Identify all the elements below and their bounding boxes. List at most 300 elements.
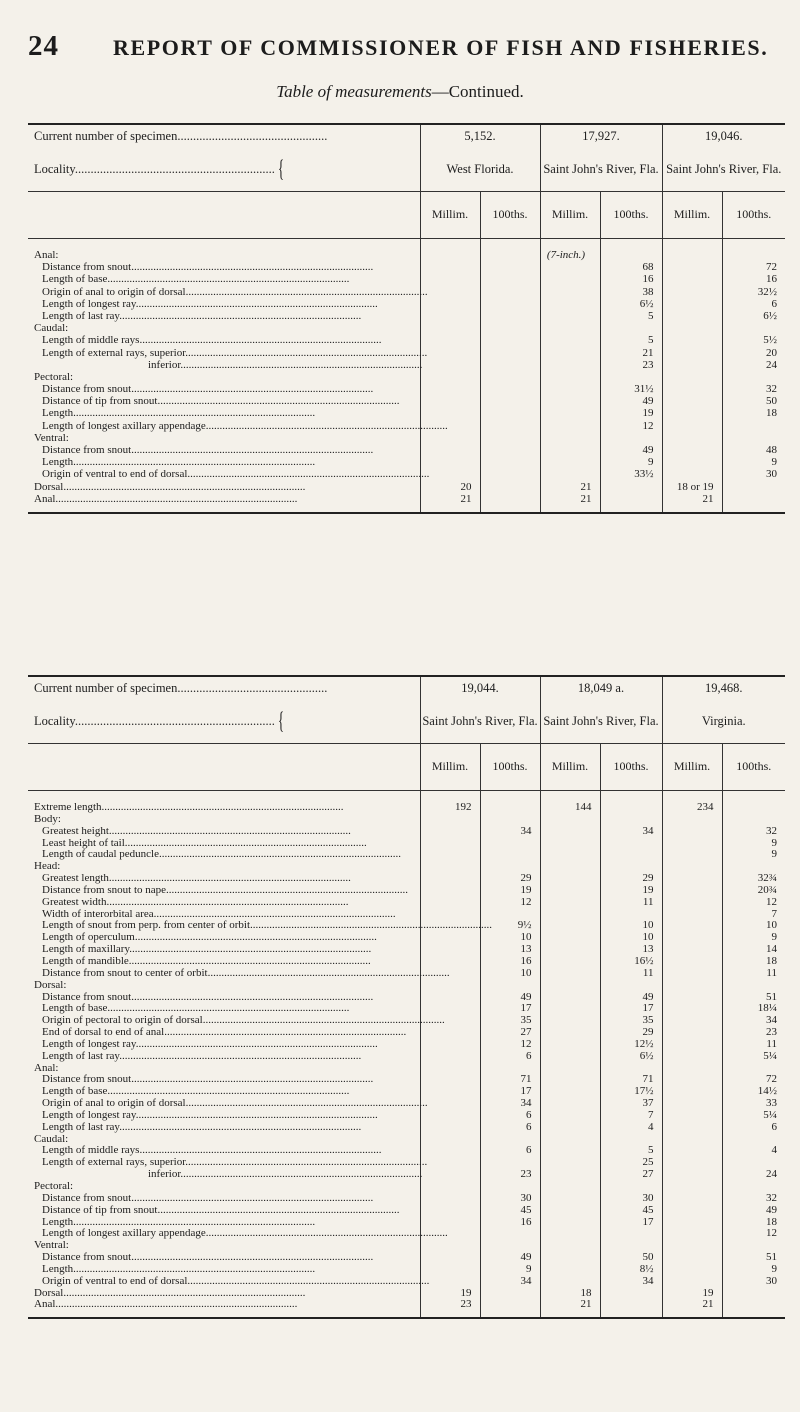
cell-value xyxy=(722,814,785,826)
table-row xyxy=(28,421,785,433)
cell-value xyxy=(420,1051,480,1063)
cell-value: 49 xyxy=(600,396,662,408)
row-label: Greatest width........................................................................................ xyxy=(42,895,349,908)
cell-value xyxy=(722,1299,785,1311)
cell-value xyxy=(540,1193,600,1205)
cell-value xyxy=(540,384,600,396)
cell-value xyxy=(662,885,722,897)
cell-value: 72 xyxy=(722,1074,785,1086)
cell-value: 9 xyxy=(722,1264,785,1276)
cell-value xyxy=(540,956,600,968)
cell-value xyxy=(420,384,480,396)
cell-value xyxy=(540,457,600,469)
locality-value: Saint John's River, Fla. xyxy=(420,699,540,743)
cell-value xyxy=(600,1299,662,1311)
row-label: Caudal: xyxy=(34,322,69,335)
cell-value xyxy=(662,384,722,396)
unit-header: 100ths. xyxy=(480,743,540,790)
cell-value xyxy=(662,1264,722,1276)
row-label: Origin of pectoral to origin of dorsal........................................................................................ xyxy=(42,1014,445,1027)
cell-value: 49 xyxy=(600,445,662,457)
row-label: Origin of anal to origin of dorsal........................................................................................ xyxy=(42,1097,428,1110)
cell-value xyxy=(540,968,600,980)
cell-value: 6½ xyxy=(600,1051,662,1063)
row-label: Origin of ventral to end of dorsal........................................................................................ xyxy=(42,1274,430,1287)
current-number-label: Current number of specimen................................................ xyxy=(34,681,328,695)
cell-value xyxy=(662,956,722,968)
cell-value xyxy=(540,1098,600,1110)
cell-value: 35 xyxy=(600,1015,662,1027)
row-label: Anal: xyxy=(34,1061,59,1074)
cell-value xyxy=(480,287,540,299)
cell-value xyxy=(480,262,540,274)
cell-value: 71 xyxy=(480,1074,540,1086)
cell-value xyxy=(540,1003,600,1015)
cell-value: 23 xyxy=(600,360,662,372)
cell-value: 11 xyxy=(722,1039,785,1051)
cell-value xyxy=(662,980,722,992)
cell-value xyxy=(662,1039,722,1051)
cell-value: 30 xyxy=(722,469,785,481)
cell-value xyxy=(600,814,662,826)
cell-value xyxy=(662,421,722,433)
cell-value: 6 xyxy=(722,299,785,311)
cell-value xyxy=(662,932,722,944)
cell-value xyxy=(540,360,600,372)
cell-value xyxy=(480,311,540,323)
cell-value xyxy=(540,814,600,826)
cell-value: 23 xyxy=(722,1027,785,1039)
cell-value: 6 xyxy=(480,1145,540,1157)
cell-value: 18 xyxy=(722,1217,785,1229)
cell-value: 34 xyxy=(480,826,540,838)
cell-value xyxy=(722,494,785,506)
cell-value: 9 xyxy=(722,932,785,944)
cell-value xyxy=(662,849,722,861)
cell-value: 16 xyxy=(480,956,540,968)
cell-value xyxy=(480,469,540,481)
cell-value: 11 xyxy=(722,968,785,980)
cell-value: 12 xyxy=(480,1039,540,1051)
cell-value xyxy=(420,311,480,323)
cell-value xyxy=(540,433,600,445)
row-label: Pectoral: xyxy=(34,370,74,383)
cell-value: 27 xyxy=(600,1169,662,1181)
cell-value xyxy=(540,372,600,384)
cell-value xyxy=(662,348,722,360)
cell-value xyxy=(420,433,480,445)
cell-value xyxy=(662,1252,722,1264)
cell-value: 13 xyxy=(480,944,540,956)
cell-value xyxy=(540,1134,600,1146)
cell-value: 29 xyxy=(480,873,540,885)
cell-value xyxy=(540,838,600,850)
cell-value xyxy=(540,1063,600,1075)
cell-value: 144 xyxy=(540,802,600,814)
cell-value xyxy=(722,980,785,992)
cell-value xyxy=(540,861,600,873)
table-row xyxy=(28,494,785,506)
cell-value xyxy=(540,299,600,311)
cell-value xyxy=(420,287,480,299)
cell-value xyxy=(662,1181,722,1193)
cell-value xyxy=(420,1205,480,1217)
cell-value: 51 xyxy=(722,992,785,1004)
row-label: Distance from snout........................................................................................ xyxy=(42,1073,374,1086)
cell-value xyxy=(420,838,480,850)
cell-value xyxy=(540,932,600,944)
caption-rest: —Continued. xyxy=(431,82,524,101)
cell-value: 18 or 19 xyxy=(662,482,722,494)
cell-value: 19 xyxy=(662,1288,722,1300)
cell-value xyxy=(480,980,540,992)
running-head: REPORT OF COMMISSIONER OF FISH AND FISHERIES. xyxy=(113,35,769,60)
row-label: Distance from snout........................................................................................ xyxy=(42,444,374,456)
cell-value xyxy=(420,861,480,873)
table-row xyxy=(28,802,785,814)
cell-value xyxy=(540,311,600,323)
cell-value xyxy=(540,1276,600,1288)
specimen-number: 19,044. xyxy=(420,677,540,699)
row-label: Dorsal........................................................................................ xyxy=(34,480,306,493)
unit-header: Millim. xyxy=(420,743,480,790)
cell-value: 14 xyxy=(722,944,785,956)
row-label: Length of operculum........................................................................................ xyxy=(42,931,377,944)
cell-value: 21 xyxy=(662,1299,722,1311)
cell-value xyxy=(420,1181,480,1193)
cell-value: 30 xyxy=(722,1276,785,1288)
locality-value: Virginia. xyxy=(662,699,785,743)
cell-value: 12½ xyxy=(600,1039,662,1051)
cell-value xyxy=(540,250,600,262)
cell-value xyxy=(600,849,662,861)
cell-value: 72 xyxy=(722,262,785,274)
cell-value xyxy=(480,250,540,262)
cell-value xyxy=(662,445,722,457)
cell-value xyxy=(662,920,722,932)
cell-value: 33 xyxy=(722,1098,785,1110)
cell-value xyxy=(420,932,480,944)
cell-value xyxy=(662,1157,722,1169)
cell-value xyxy=(662,897,722,909)
row-label: Dorsal: xyxy=(34,978,67,991)
cell-value xyxy=(480,1299,540,1311)
cell-value xyxy=(600,838,662,850)
cell-value: 30 xyxy=(600,1193,662,1205)
row-label: Origin of ventral to end of dorsal........................................................................................ xyxy=(42,468,430,481)
cell-value: 21 xyxy=(540,1299,600,1311)
cell-value xyxy=(600,980,662,992)
unit-row-blank xyxy=(28,191,420,238)
cell-value xyxy=(420,873,480,885)
cell-value xyxy=(662,1134,722,1146)
cell-value: 49 xyxy=(480,992,540,1004)
cell-value xyxy=(662,1193,722,1205)
cell-value xyxy=(540,408,600,420)
row-label: Distance from snout........................................................................................ xyxy=(42,1191,374,1204)
cell-value: 11 xyxy=(600,897,662,909)
cell-value: 192 xyxy=(420,802,480,814)
cell-value xyxy=(662,838,722,850)
cell-value xyxy=(480,384,540,396)
row-label: Length........................................................................................ xyxy=(42,407,316,420)
cell-value xyxy=(662,1240,722,1252)
cell-value xyxy=(662,944,722,956)
table-row xyxy=(28,849,785,861)
row-label: Length........................................................................................ xyxy=(42,1215,316,1228)
cell-value xyxy=(540,885,600,897)
cell-value xyxy=(662,873,722,885)
cell-value: 18 xyxy=(722,956,785,968)
cell-value: 21 xyxy=(540,494,600,506)
cell-value xyxy=(662,396,722,408)
row-label: Length of longest axillary appendage........................................................................................ xyxy=(42,419,448,432)
cell-value xyxy=(480,396,540,408)
cell-value xyxy=(540,1027,600,1039)
cell-value: 6½ xyxy=(600,299,662,311)
cell-value: 14½ xyxy=(722,1086,785,1098)
cell-value xyxy=(420,1134,480,1146)
cell-value: 6 xyxy=(722,1122,785,1134)
cell-value: 17 xyxy=(600,1217,662,1229)
cell-value xyxy=(540,1086,600,1098)
row-label: inferior........................................................................................ xyxy=(148,358,423,371)
cell-value xyxy=(540,1157,600,1169)
cell-value: 5 xyxy=(600,1145,662,1157)
cell-value xyxy=(540,421,600,433)
row-label: inferior........................................................................................ xyxy=(148,1168,423,1181)
row-label: Length........................................................................................ xyxy=(42,456,316,469)
locality-label: Locality................................................................ { xyxy=(34,153,285,183)
unit-header: 100ths. xyxy=(480,191,540,238)
cell-value xyxy=(662,287,722,299)
row-label: Distance of tip from snout........................................................................................ xyxy=(42,1203,400,1216)
cell-value xyxy=(540,469,600,481)
cell-value xyxy=(662,1169,722,1181)
cell-value xyxy=(480,457,540,469)
cell-value: 6 xyxy=(480,1051,540,1063)
cell-value xyxy=(540,1015,600,1027)
unit-header: Millim. xyxy=(662,191,722,238)
unit-header: 100ths. xyxy=(600,191,662,238)
row-label: Anal: xyxy=(34,249,59,261)
cell-value: 10 xyxy=(480,932,540,944)
cell-value xyxy=(480,421,540,433)
cell-value: 6 xyxy=(480,1122,540,1134)
cell-value xyxy=(420,1027,480,1039)
cell-value xyxy=(662,1110,722,1122)
unit-header: 100ths. xyxy=(600,743,662,790)
cell-value: 16 xyxy=(480,1217,540,1229)
cell-value xyxy=(540,445,600,457)
cell-value xyxy=(540,1228,600,1240)
cell-value: 29 xyxy=(600,873,662,885)
cell-value: 18¼ xyxy=(722,1003,785,1015)
cell-value xyxy=(420,1074,480,1086)
row-label: Length of longest ray........................................................................................ xyxy=(42,1108,378,1121)
row-label: Caudal: xyxy=(34,1132,69,1145)
cell-value: 50 xyxy=(722,396,785,408)
cell-value xyxy=(540,335,600,347)
cell-value: 16 xyxy=(722,274,785,286)
cell-value xyxy=(540,1252,600,1264)
row-label: Greatest length........................................................................................ xyxy=(42,872,351,885)
row-label: Length of last ray........................................................................................ xyxy=(42,1120,362,1133)
cell-value xyxy=(420,262,480,274)
cell-value: 12 xyxy=(722,897,785,909)
cell-value: 4 xyxy=(600,1122,662,1134)
table-caption xyxy=(0,82,800,102)
cell-value: 9 xyxy=(722,457,785,469)
cell-value: 6 xyxy=(480,1110,540,1122)
cell-value: 21 xyxy=(420,494,480,506)
cell-value xyxy=(540,1240,600,1252)
unit-header: Millim. xyxy=(662,743,722,790)
cell-value xyxy=(662,1217,722,1229)
cell-value xyxy=(662,1098,722,1110)
cell-value xyxy=(480,335,540,347)
cell-value xyxy=(662,408,722,420)
cell-value xyxy=(662,1122,722,1134)
cell-value xyxy=(420,299,480,311)
cell-value: 9½ xyxy=(480,920,540,932)
size-note: (7-inch.) xyxy=(546,249,586,261)
cell-value xyxy=(662,1205,722,1217)
cell-value: 9 xyxy=(722,838,785,850)
cell-value xyxy=(420,1122,480,1134)
cell-value xyxy=(420,1252,480,1264)
unit-header: 100ths. xyxy=(722,743,785,790)
cell-value xyxy=(540,826,600,838)
cell-value xyxy=(420,849,480,861)
cell-value xyxy=(540,1039,600,1051)
cell-value xyxy=(662,1086,722,1098)
locality-label: Locality................................................................ { xyxy=(34,705,285,735)
cell-value: 21 xyxy=(662,494,722,506)
cell-value xyxy=(540,992,600,1004)
cell-value xyxy=(662,457,722,469)
cell-value xyxy=(722,482,785,494)
cell-value: 49 xyxy=(600,992,662,1004)
cell-value xyxy=(540,1145,600,1157)
cell-value xyxy=(540,1074,600,1086)
specimen-number: 19,468. xyxy=(662,677,785,699)
cell-value xyxy=(662,262,722,274)
cell-value: 51 xyxy=(722,1252,785,1264)
cell-value xyxy=(662,274,722,286)
cell-value xyxy=(480,360,540,372)
cell-value: 32 xyxy=(722,1193,785,1205)
row-label: Origin of anal to origin of dorsal........................................................................................ xyxy=(42,285,428,298)
table-row xyxy=(28,1299,785,1311)
row-label: Length of maxillary........................................................................................ xyxy=(42,943,372,956)
cell-value: 34 xyxy=(480,1098,540,1110)
row-label: Length of mandible........................................................................................ xyxy=(42,954,371,967)
row-label: Length of caudal peduncle........................................................................................ xyxy=(42,848,401,861)
cell-value xyxy=(662,968,722,980)
cell-value xyxy=(480,1288,540,1300)
cell-value xyxy=(540,287,600,299)
cell-value xyxy=(420,992,480,1004)
table-row xyxy=(28,968,785,980)
row-label: Length of base........................................................................................ xyxy=(42,273,350,286)
cell-value xyxy=(420,360,480,372)
cell-value: 49 xyxy=(722,1205,785,1217)
cell-value: 13 xyxy=(600,944,662,956)
cell-value: 49 xyxy=(480,1252,540,1264)
cell-value: 9 xyxy=(480,1264,540,1276)
row-label: Anal........................................................................................ xyxy=(34,492,298,505)
table-row xyxy=(28,1122,785,1134)
cell-value: 33½ xyxy=(600,469,662,481)
cell-value: 45 xyxy=(600,1205,662,1217)
cell-value xyxy=(540,348,600,360)
cell-value xyxy=(540,909,600,921)
locality-value: Saint John's River, Fla. xyxy=(540,699,662,743)
cell-value xyxy=(420,372,480,384)
cell-value xyxy=(420,1157,480,1169)
cell-value: 12 xyxy=(722,1228,785,1240)
table-row xyxy=(28,311,785,323)
cell-value: 7 xyxy=(600,1110,662,1122)
cell-value xyxy=(420,396,480,408)
page-header xyxy=(28,30,780,64)
cell-value: 30 xyxy=(480,1193,540,1205)
cell-value: 24 xyxy=(722,1169,785,1181)
cell-value xyxy=(662,1063,722,1075)
cell-value xyxy=(480,482,540,494)
cell-value xyxy=(420,814,480,826)
cell-value xyxy=(420,1110,480,1122)
cell-value: 45 xyxy=(480,1205,540,1217)
row-label: Ventral: xyxy=(34,1239,69,1252)
cell-value xyxy=(540,944,600,956)
row-label: Least height of tail........................................................................................ xyxy=(42,836,367,849)
row-label: Distance from snout........................................................................................ xyxy=(42,1251,374,1264)
cell-value xyxy=(480,408,540,420)
unit-header: Millim. xyxy=(540,743,600,790)
row-label: Distance from snout........................................................................................ xyxy=(42,383,374,396)
cell-value xyxy=(600,494,662,506)
cell-value xyxy=(540,873,600,885)
row-label: Ventral: xyxy=(34,431,69,444)
cell-value xyxy=(540,1051,600,1063)
cell-value xyxy=(480,849,540,861)
cell-value: 32¾ xyxy=(722,873,785,885)
cell-value: 50 xyxy=(600,1252,662,1264)
cell-value xyxy=(722,1288,785,1300)
table-row xyxy=(28,360,785,372)
cell-value xyxy=(420,1169,480,1181)
cell-value: 32 xyxy=(722,384,785,396)
row-label: Pectoral: xyxy=(34,1180,74,1192)
cell-value: 19 xyxy=(480,885,540,897)
cell-value xyxy=(420,980,480,992)
cell-value: 29 xyxy=(600,1027,662,1039)
cell-value xyxy=(420,1063,480,1075)
row-label: Length of last ray........................................................................................ xyxy=(42,1049,362,1062)
cell-value: 20 xyxy=(722,348,785,360)
cell-value xyxy=(662,1145,722,1157)
cell-value: 31½ xyxy=(600,384,662,396)
row-label: Body: xyxy=(34,812,61,825)
cell-value: 32 xyxy=(722,826,785,838)
cell-value: 16½ xyxy=(600,956,662,968)
page-number: 24 xyxy=(28,30,59,62)
cell-value xyxy=(480,1228,540,1240)
unit-header: Millim. xyxy=(420,191,480,238)
cell-value xyxy=(420,1145,480,1157)
